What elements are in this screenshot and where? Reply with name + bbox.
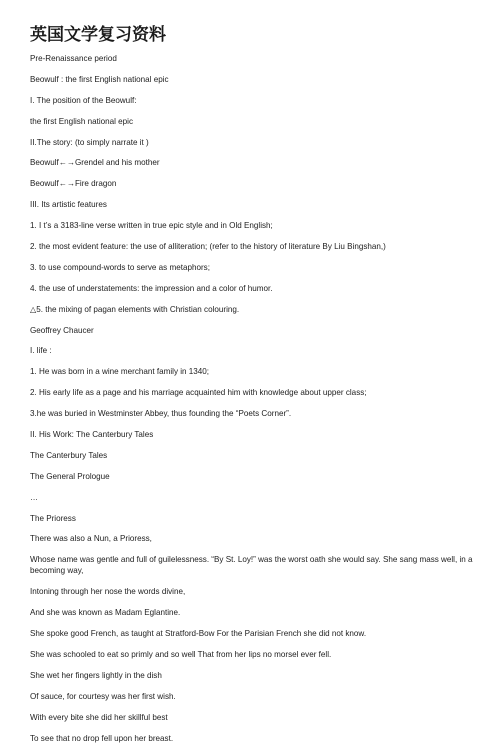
- text-line: The Canterbury Tales: [30, 450, 108, 460]
- text-line: 2. the most evident feature: the use of alliteration; (refer to the history of literature By Liu Bingshan,): [30, 242, 386, 252]
- text-line: Intoning through her nose the words divine,: [30, 587, 186, 597]
- text-line: 1. I t’s a 3183-line verse written in true epic style and in Old English;: [30, 221, 273, 231]
- text-line: II. His Work: The Canterbury Tales: [30, 430, 154, 440]
- text-line: 3. to use compound-words to serve as metaphors;: [30, 262, 210, 272]
- text-line: She wet her fingers lightly in the dish: [30, 670, 162, 680]
- text-line: Pre-Renaissance period: [30, 54, 117, 63]
- text-line: Beowulf : the first English national epic: [30, 74, 169, 84]
- text-line: Beowulf←→Fire dragon: [30, 179, 117, 189]
- text-line: The General Prologue: [30, 471, 110, 481]
- text-line: And she was known as Madam Eglantine.: [30, 608, 181, 618]
- text-line: I. life :: [30, 346, 52, 356]
- text-line: △5. the mixing of pagan elements with Christian colouring.: [30, 304, 240, 314]
- text-line: 2. His early life as a page and his marriage acquainted him with knowledge about upper class;: [30, 388, 367, 398]
- text-line: She spoke good French, as taught at Stratford-Bow For the Parisian French she did not know.: [30, 629, 367, 639]
- text-line: III. Its artistic features: [30, 200, 107, 210]
- text-line: 3.he was buried in Westminster Abbey, thus founding the “Poets Corner”.: [30, 409, 292, 419]
- text-line: To see that no drop fell upon her breast.: [30, 733, 174, 743]
- document-title: 英国文学复习资料: [30, 25, 166, 45]
- text-line: 1. He was born in a wine merchant family in 1340;: [30, 367, 210, 377]
- text-line: the first English national epic: [30, 116, 134, 126]
- text-line: With every bite she did her skillful best: [30, 712, 168, 722]
- text-line: Geoffrey Chaucer: [30, 325, 94, 335]
- text-line: …: [30, 492, 39, 502]
- text-line: Beowulf←→Grendel and his mother: [30, 158, 160, 168]
- text-line: II.The story: (to simply narrate it ): [30, 137, 149, 147]
- text-line: The Prioress: [30, 513, 76, 523]
- text-line: There was also a Nun, a Prioress,: [30, 534, 152, 544]
- text-line: She was schooled to eat so primly and so well That from her lips no morsel ever fell.: [30, 649, 332, 659]
- text-line: 4. the use of understatements: the impression and a color of humor.: [30, 283, 273, 293]
- document-body: [30, 53, 482, 753]
- text-line: Whose name was gentle and full of guilelessness. “By St. Loy!” was the worst oath she would say. She sang mass well, in a becoming way,: [30, 555, 473, 576]
- text-line: Of sauce, for courtesy was her first wish.: [30, 691, 176, 701]
- text-line: I. The position of the Beowulf:: [30, 95, 137, 105]
